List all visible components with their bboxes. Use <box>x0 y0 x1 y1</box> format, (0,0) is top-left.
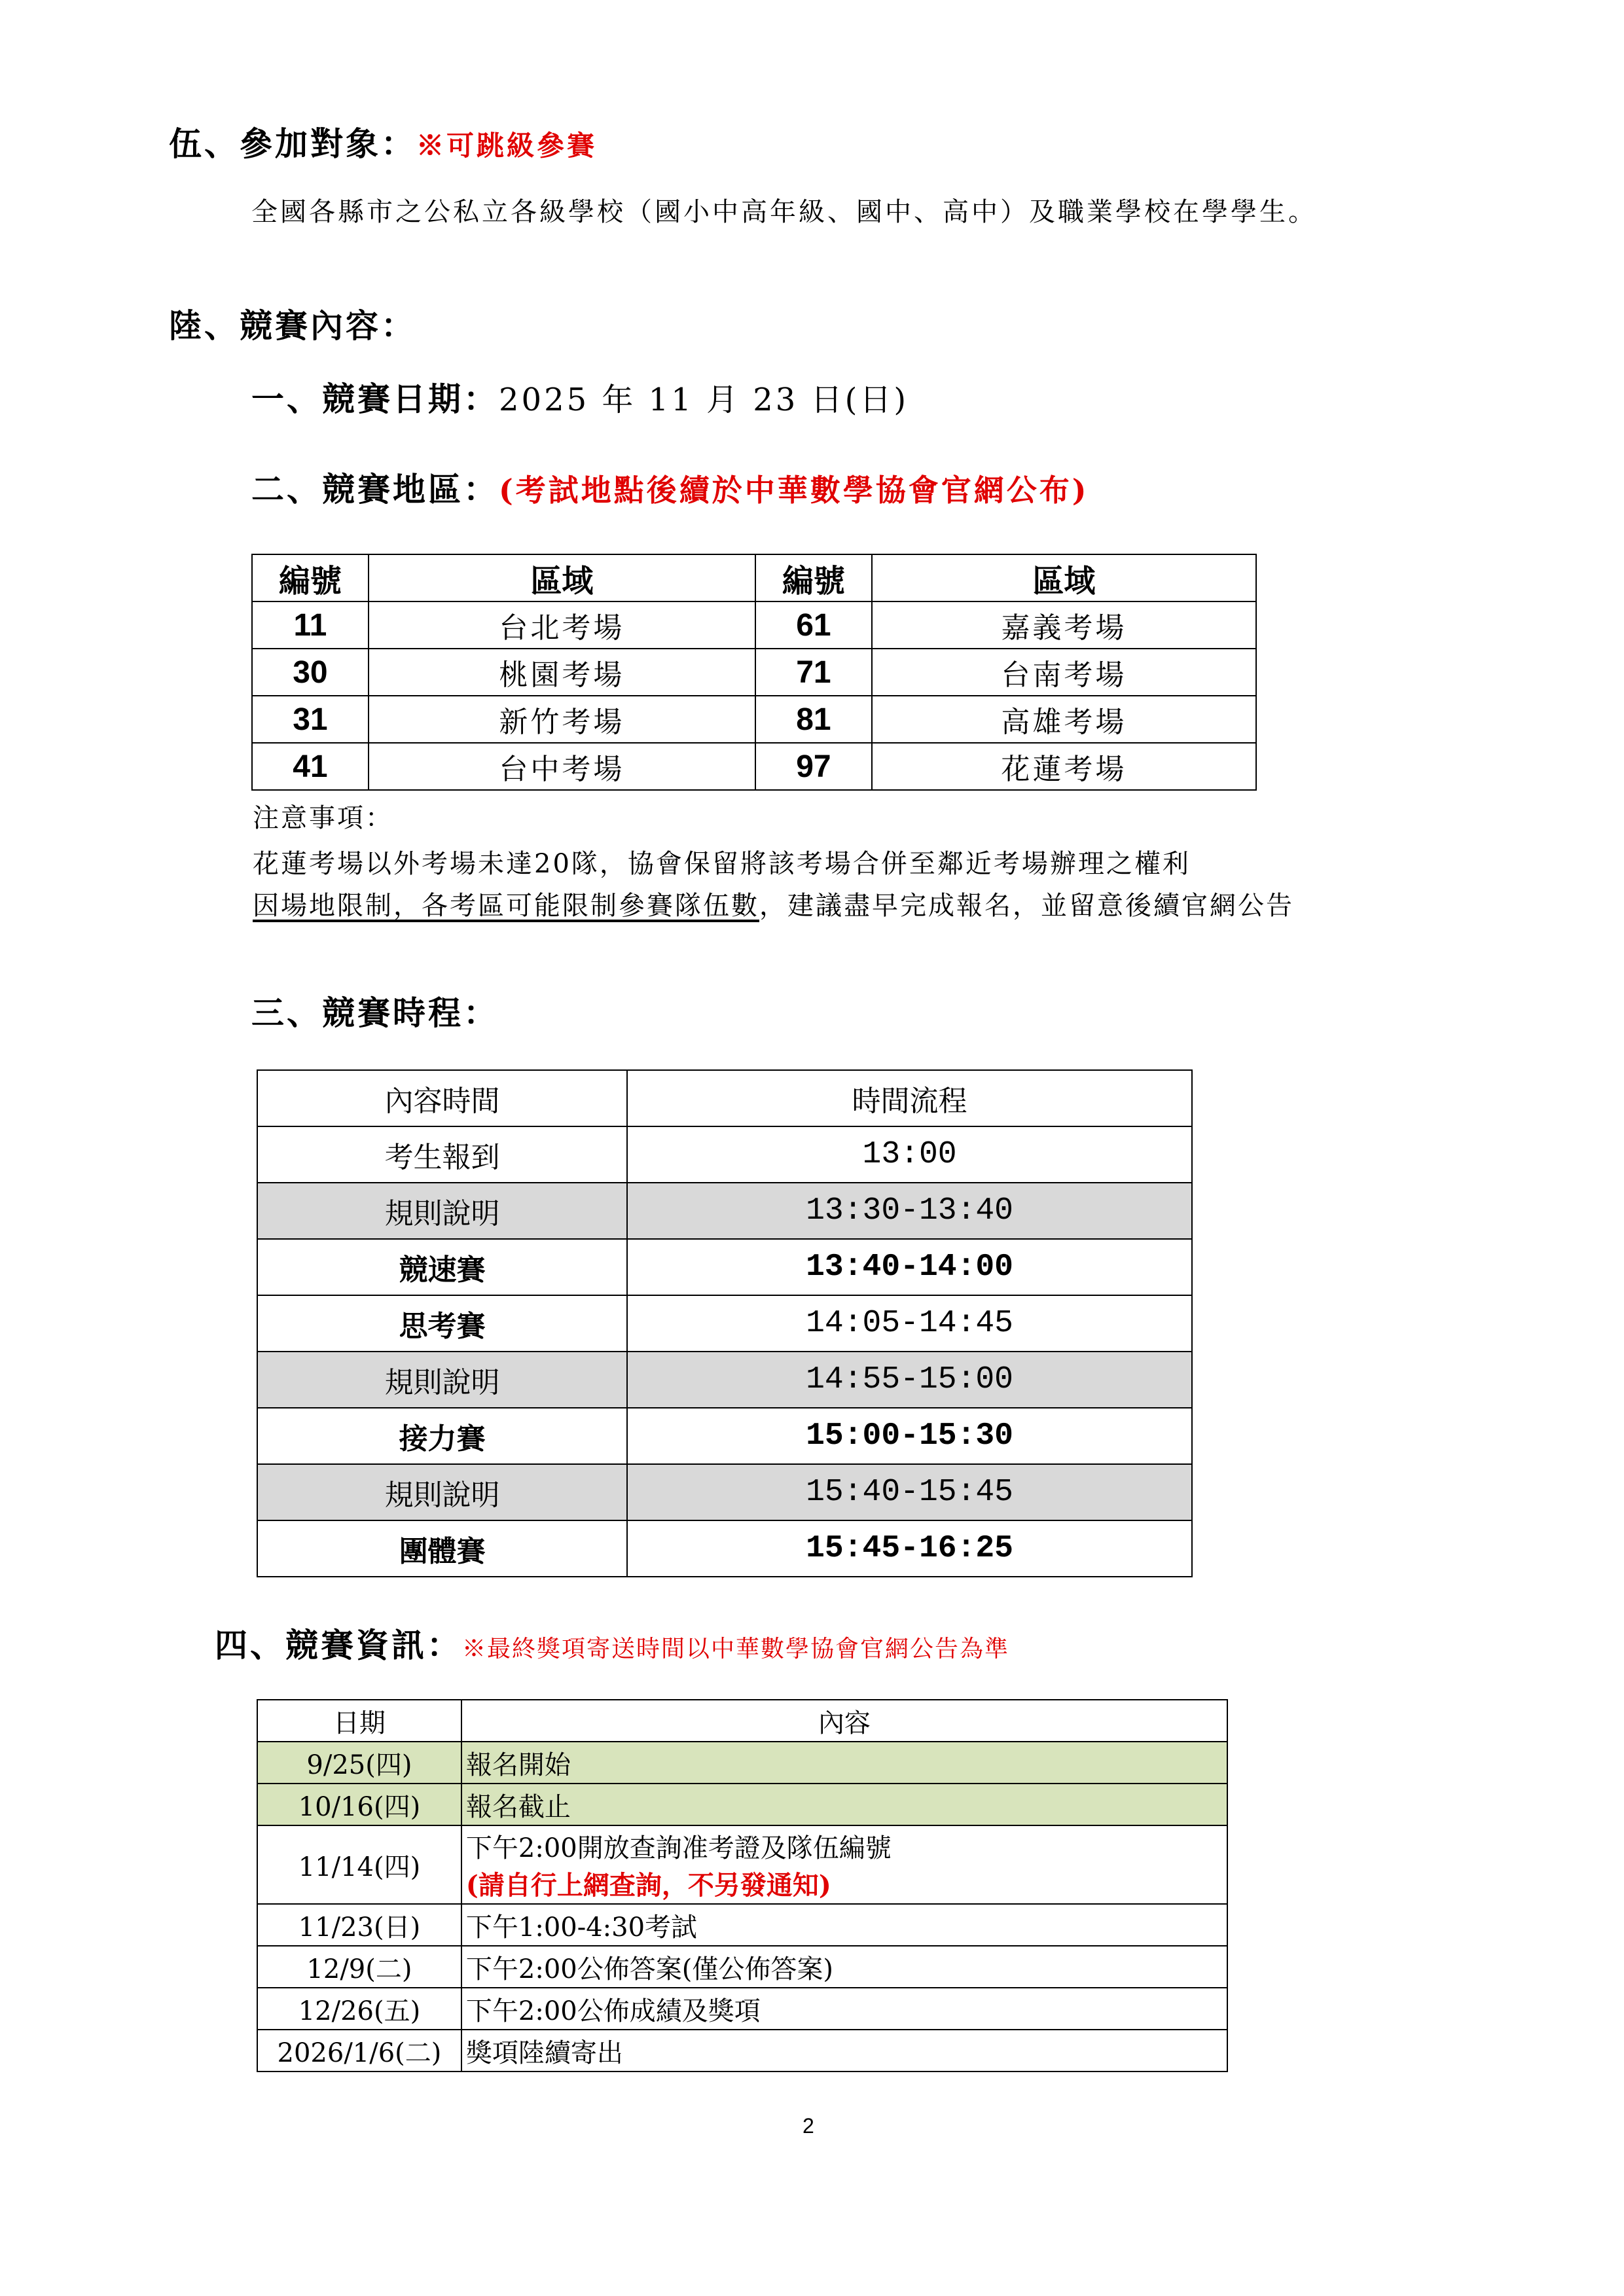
area-name: 高雄考場 <box>872 696 1256 743</box>
schedule-time: 14:05-14:45 <box>627 1295 1192 1352</box>
schedule-item: 規則說明 <box>257 1464 627 1520</box>
area-code: 31 <box>252 696 369 743</box>
area-code: 81 <box>755 696 872 743</box>
section5-heading <box>169 118 597 165</box>
area-code: 61 <box>755 601 872 649</box>
info-content: 下午1:00-4:30考試 <box>461 1904 1227 1946</box>
area-name: 台南考場 <box>872 649 1256 696</box>
schedule-item: 接力賽 <box>257 1408 627 1464</box>
header-cell: 內容 <box>461 1700 1227 1742</box>
info-date: 12/9(二) <box>257 1946 461 1988</box>
schedule-item: 思考賽 <box>257 1295 627 1352</box>
table-header-row <box>252 554 1256 601</box>
area-heading <box>251 463 1089 511</box>
table-row <box>257 1946 1227 1988</box>
info-content: 報名截止 <box>461 1784 1227 1825</box>
info-date: 9/25(四) <box>257 1742 461 1784</box>
note-2 <box>253 885 1294 922</box>
area-code: 41 <box>252 743 369 790</box>
schedule-time: 13:30-13:40 <box>627 1183 1192 1239</box>
info-date: 10/16(四) <box>257 1784 461 1825</box>
table-row <box>257 1408 1192 1464</box>
table-row <box>257 1742 1227 1784</box>
date-label: 一、競賽日期： <box>251 380 499 418</box>
area-code: 97 <box>755 743 872 790</box>
info-content: 下午2:00開放查詢准考證及隊伍編號 <box>465 1833 892 1863</box>
info-table <box>257 1699 1228 2072</box>
header-cell: 編號 <box>755 554 872 601</box>
notes-title: 注意事項： <box>253 803 393 833</box>
header-cell: 編號 <box>252 554 369 601</box>
page-number: 2 <box>803 2114 814 2138</box>
area-name: 嘉義考場 <box>872 601 1256 649</box>
table-row <box>257 2030 1227 2072</box>
area-code: 11 <box>252 601 369 649</box>
area-code: 30 <box>252 649 369 696</box>
table-row <box>257 1464 1192 1520</box>
schedule-item: 規則說明 <box>257 1352 627 1408</box>
section6-title: 陸、競賽內容： <box>169 306 416 345</box>
schedule-time: 13:00 <box>627 1126 1192 1183</box>
table-header-row <box>257 1070 1192 1126</box>
note-2-rest: ，建議盡早完成報名，並留意後續官網公告 <box>759 891 1294 921</box>
header-cell: 區域 <box>369 554 755 601</box>
table-header-row <box>257 1700 1227 1742</box>
info-content: 獎項陸續寄出 <box>461 2030 1227 2072</box>
info-content-red: (請自行上網查詢，不另發通知) <box>465 1870 831 1901</box>
schedule-time: 13:40-14:00 <box>627 1239 1192 1295</box>
info-heading <box>215 1619 1009 1666</box>
info-content: 報名開始 <box>461 1742 1227 1784</box>
area-name: 桃園考場 <box>369 649 755 696</box>
area-name: 台中考場 <box>369 743 755 790</box>
info-label: 四、競賽資訊： <box>215 1626 462 1664</box>
table-row <box>257 1904 1227 1946</box>
schedule-time: 15:00-15:30 <box>627 1408 1192 1464</box>
table-row <box>252 649 1256 696</box>
table-row <box>257 1183 1192 1239</box>
section5-badge: ※可跳級參賽 <box>416 130 598 162</box>
info-date: 2026/1/6(二) <box>257 2030 461 2072</box>
area-name: 花蓮考場 <box>872 743 1256 790</box>
area-name: 新竹考場 <box>369 696 755 743</box>
date-heading <box>251 373 909 420</box>
area-note: (考試地點後續於中華數學協會官網公布) <box>499 473 1089 508</box>
schedule-item: 團體賽 <box>257 1520 627 1577</box>
table-row <box>257 1126 1192 1183</box>
header-cell: 內容時間 <box>257 1070 627 1126</box>
header-cell: 區域 <box>872 554 1256 601</box>
area-label: 二、競賽地區： <box>251 470 499 509</box>
schedule-item: 考生報到 <box>257 1126 627 1183</box>
table-row <box>257 1239 1192 1295</box>
info-date: 12/26(五) <box>257 1988 461 2030</box>
table-row <box>257 1784 1227 1825</box>
area-table <box>251 554 1257 791</box>
info-content: 下午2:00公佈答案(僅公佈答案) <box>461 1946 1227 1988</box>
info-date: 11/23(日) <box>257 1904 461 1946</box>
table-row <box>257 1295 1192 1352</box>
table-row <box>252 601 1256 649</box>
table-row <box>257 1520 1192 1577</box>
table-row <box>252 696 1256 743</box>
table-row <box>257 1825 1227 1904</box>
header-cell: 時間流程 <box>627 1070 1192 1126</box>
schedule-label: 三、競賽時程： <box>251 994 499 1032</box>
schedule-item: 競速賽 <box>257 1239 627 1295</box>
schedule-item: 規則說明 <box>257 1183 627 1239</box>
table-row <box>257 1352 1192 1408</box>
section5-text: 全國各縣市之公私立各級學校（國小中高年級、國中、高中）及職業學校在學學生。 <box>251 197 1317 227</box>
note-1: 花蓮考場以外考場未達20隊，協會保留將該考場合併至鄰近考場辦理之權利 <box>253 849 1191 879</box>
header-cell: 日期 <box>257 1700 461 1742</box>
info-note: ※最終獎項寄送時間以中華數學協會官網公告為準 <box>462 1636 1010 1662</box>
area-name: 台北考場 <box>369 601 755 649</box>
schedule-time: 15:40-15:45 <box>627 1464 1192 1520</box>
table-row <box>252 743 1256 790</box>
schedule-table <box>257 1069 1193 1577</box>
info-date: 11/14(四) <box>257 1825 461 1904</box>
info-content-cell <box>461 1825 1227 1904</box>
section5-title: 伍、參加對象： <box>169 124 416 163</box>
schedule-time: 14:55-15:00 <box>627 1352 1192 1408</box>
schedule-time: 15:45-16:25 <box>627 1520 1192 1577</box>
table-row <box>257 1988 1227 2030</box>
info-content: 下午2:00公佈成績及獎項 <box>461 1988 1227 2030</box>
area-code: 71 <box>755 649 872 696</box>
note-2-underlined: 因場地限制，各考區可能限制參賽隊伍數 <box>253 891 759 921</box>
date-value: 2025 年 11 月 23 日(日) <box>499 382 909 418</box>
